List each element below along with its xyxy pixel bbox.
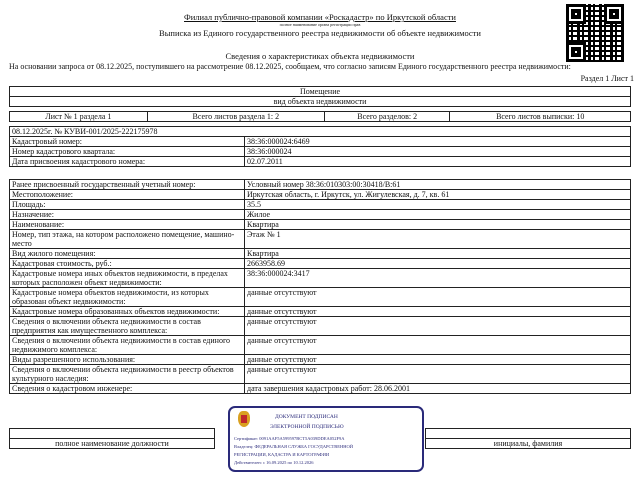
field-label: Вид жилого помещения: xyxy=(10,249,245,259)
table-row xyxy=(10,259,631,269)
stamp-cert: Сертификат: 0091AAF5A599597BCT5A039DDEA052F9A xyxy=(234,436,345,441)
basis-text: На основании запроса от 08.12.2025, поступившего на рассмотрение 08.12.2025, сообщаем, что согласно записям Единого государственного реестра недвижимости: xyxy=(9,62,571,71)
table-row xyxy=(10,365,631,384)
section-sheets-total: Всего листов раздела 1: 2 xyxy=(147,112,324,122)
org-name: Филиал публично-правовой компании «Роскадастр» по Иркутской области xyxy=(184,12,456,22)
stamp-line1: ДОКУМЕНТ ПОДПИСАН xyxy=(275,414,338,420)
sheets-table xyxy=(9,111,631,122)
doc-title: Выписка из Единого государственного реестра недвижимости об объекте недвижимости xyxy=(159,28,481,38)
sections-total: Всего разделов: 2 xyxy=(324,112,449,122)
sheet-ref: Раздел 1 Лист 1 xyxy=(580,74,634,83)
field-label: Сведения о включении объекта недвижимости в реестр объектов культурного наследия: xyxy=(10,365,245,384)
table-row xyxy=(10,355,631,365)
section-title: Сведения о характеристиках объекта недвижимости xyxy=(225,51,415,61)
field-label: Наименование: xyxy=(10,220,245,230)
table-row xyxy=(10,269,631,288)
field-value: дата завершения кадастровых работ: 28.06.2001 xyxy=(245,384,631,394)
extract-sheets-total: Всего листов выписки: 10 xyxy=(450,112,631,122)
table-row xyxy=(10,190,631,200)
table-row xyxy=(10,307,631,317)
table-row xyxy=(10,249,631,259)
electronic-signature-stamp xyxy=(228,406,424,472)
stamp-owner: Владелец: ФЕДЕРАЛЬНАЯ СЛУЖБА ГОСУДАРСТВЕННОЙ xyxy=(234,444,354,449)
field-value: 38:36:000024:6469 xyxy=(245,137,631,147)
field-value: 35.5 xyxy=(245,200,631,210)
field-value: Этаж № 1 xyxy=(245,230,631,249)
field-label: Дата присвоения кадастрового номера: xyxy=(10,157,245,167)
field-value: данные отсутствуют xyxy=(245,307,631,317)
field-label: Площадь: xyxy=(10,200,245,210)
field-label: Ранее присвоенный государственный учетный номер: xyxy=(10,180,245,190)
object-type-caption: вид объекта недвижимости xyxy=(10,97,631,107)
table-row xyxy=(10,210,631,220)
field-value: Условный номер 38:36:010303:00:30418/В:61 xyxy=(245,180,631,190)
table-row xyxy=(10,336,631,355)
doc-number: 08.12.2025г. № КУВИ-001/2025-222175978 xyxy=(10,127,631,137)
field-label: Кадастровая стоимость, руб.: xyxy=(10,259,245,269)
field-label: Номер, тип этажа, на котором расположено помещение, машино-место xyxy=(10,230,245,249)
field-label: Кадастровые номера иных объектов недвижимости, в пределах которых расположен объект недвижимости: xyxy=(10,269,245,288)
field-value: Иркутская область, г. Иркутск, ул. Жигулевская, д. 7, кв. 61 xyxy=(245,190,631,200)
table-row xyxy=(10,230,631,249)
table-row xyxy=(10,157,631,167)
stamp-line2: ЭЛЕКТРОННОЙ ПОДПИСЬЮ xyxy=(270,424,344,430)
characteristics-table xyxy=(9,179,631,394)
field-label: Номер кадастрового квартала: xyxy=(10,147,245,157)
position-caption: полное наименование должности xyxy=(10,439,215,449)
field-value: Квартира xyxy=(245,220,631,230)
table-row xyxy=(10,384,631,394)
field-value: данные отсутствуют xyxy=(245,288,631,307)
field-label: Сведения о включении объекта недвижимости в состав предприятия как имущественного комплекса: xyxy=(10,317,245,336)
table-row xyxy=(10,147,631,157)
table-row xyxy=(10,200,631,210)
field-label: Назначение: xyxy=(10,210,245,220)
field-label: Виды разрешенного использования: xyxy=(10,355,245,365)
field-value: данные отсутствуют xyxy=(245,336,631,355)
org-caption: полное наименование органа регистрации прав xyxy=(279,22,361,27)
field-value: 02.07.2011 xyxy=(245,157,631,167)
field-label: Кадастровые номера образованных объектов недвижимости: xyxy=(10,307,245,317)
emblem-icon xyxy=(238,411,250,427)
name-caption: инициалы, фамилия xyxy=(426,439,631,449)
table-row xyxy=(10,137,631,147)
object-type: Помещение xyxy=(10,87,631,97)
field-value: 38:36:000024:3417 xyxy=(245,269,631,288)
table-row xyxy=(10,317,631,336)
table-row xyxy=(10,180,631,190)
field-value: данные отсутствуют xyxy=(245,355,631,365)
field-value: данные отсутствуют xyxy=(245,317,631,336)
field-value: 2663958.69 xyxy=(245,259,631,269)
field-label: Местоположение: xyxy=(10,190,245,200)
field-value: Жилое xyxy=(245,210,631,220)
field-label: Сведения о включении объекта недвижимости в состав единого недвижимого комплекса: xyxy=(10,336,245,355)
table-row xyxy=(10,288,631,307)
table-row xyxy=(10,220,631,230)
field-label: Сведения о кадастровом инженере: xyxy=(10,384,245,394)
field-value: данные отсутствуют xyxy=(245,365,631,384)
stamp-valid: Действителен: с 16.09.2025 по 10.12.2026 xyxy=(234,460,314,465)
field-value: 38:36:000024 xyxy=(245,147,631,157)
field-value: Квартира xyxy=(245,249,631,259)
stamp-owner2: РЕГИСТРАЦИИ, КАДАСТРА И КАРТОГРАФИИ xyxy=(234,452,330,457)
object-type-table xyxy=(9,86,631,107)
sheet-number: Лист № 1 раздела 1 xyxy=(10,112,148,122)
field-label: Кадастровый номер: xyxy=(10,137,245,147)
cadastral-info-table xyxy=(9,126,631,167)
field-label: Кадастровые номера объектов недвижимости, из которых образован объект недвижимости: xyxy=(10,288,245,307)
